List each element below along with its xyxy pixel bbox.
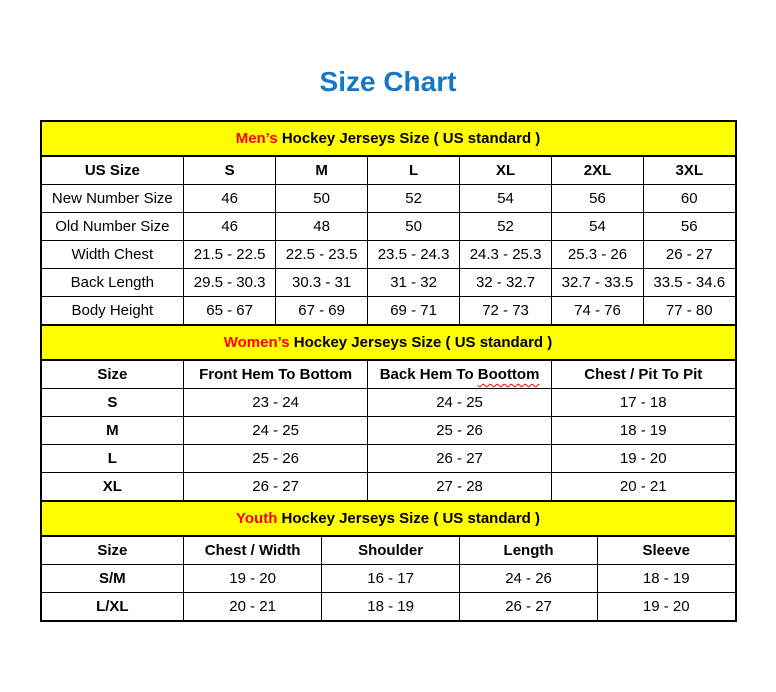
row-label: Width Chest bbox=[41, 241, 184, 269]
size-value-cell: 48 bbox=[276, 213, 368, 241]
page-title: Size Chart bbox=[319, 66, 457, 97]
size-value-cell: 31 - 32 bbox=[368, 269, 460, 297]
table-row bbox=[41, 269, 736, 297]
size-value-cell: 46 bbox=[184, 213, 276, 241]
mens-title-rest: Hockey Jerseys Size ( US standard ) bbox=[277, 130, 541, 147]
size-value-cell: 52 bbox=[368, 185, 460, 213]
size-value-cell: 26 - 27 bbox=[368, 445, 552, 473]
column-header: Chest / Width bbox=[184, 536, 322, 565]
table-row bbox=[41, 565, 736, 593]
womens-title-rest: Hockey Jerseys Size ( US standard ) bbox=[289, 334, 553, 351]
column-header: M bbox=[276, 156, 368, 185]
column-header: Sleeve bbox=[598, 536, 736, 565]
size-value-cell: 69 - 71 bbox=[368, 297, 460, 326]
size-value-cell: 21.5 - 22.5 bbox=[184, 241, 276, 269]
column-header: US Size bbox=[41, 156, 184, 185]
column-header: L bbox=[368, 156, 460, 185]
table-row bbox=[41, 297, 736, 326]
womens-table-body bbox=[41, 389, 736, 502]
column-header: Front Hem To Bottom bbox=[184, 360, 368, 389]
womens-table bbox=[40, 324, 737, 502]
size-value-cell: 19 - 20 bbox=[552, 445, 736, 473]
mens-size-table bbox=[40, 120, 737, 326]
column-header: Chest / Pit To Pit bbox=[552, 360, 736, 389]
size-value-cell: 26 - 27 bbox=[644, 241, 736, 269]
size-value-cell: 46 bbox=[184, 185, 276, 213]
row-label: XL bbox=[41, 473, 184, 502]
youth-title-row bbox=[41, 501, 736, 536]
row-label: New Number Size bbox=[41, 185, 184, 213]
size-value-cell: 16 - 17 bbox=[322, 565, 460, 593]
size-value-cell: 25.3 - 26 bbox=[552, 241, 644, 269]
mens-table bbox=[40, 120, 737, 326]
size-value-cell: 18 - 19 bbox=[598, 565, 736, 593]
row-label: M bbox=[41, 417, 184, 445]
column-header: Size bbox=[41, 360, 184, 389]
size-value-cell: 56 bbox=[552, 185, 644, 213]
womens-table-title bbox=[41, 325, 736, 360]
size-value-cell: 33.5 - 34.6 bbox=[644, 269, 736, 297]
size-value-cell: 32.7 - 33.5 bbox=[552, 269, 644, 297]
size-value-cell: 54 bbox=[460, 185, 552, 213]
column-header: Shoulder bbox=[322, 536, 460, 565]
size-value-cell: 26 - 27 bbox=[460, 593, 598, 622]
youth-header-row bbox=[41, 536, 736, 565]
size-value-cell: 72 - 73 bbox=[460, 297, 552, 326]
size-value-cell: 52 bbox=[460, 213, 552, 241]
table-row bbox=[41, 389, 736, 417]
size-value-cell: 24 - 25 bbox=[368, 389, 552, 417]
size-value-cell: 26 - 27 bbox=[184, 473, 368, 502]
column-header: XL bbox=[460, 156, 552, 185]
table-row bbox=[41, 417, 736, 445]
womens-header-row bbox=[41, 360, 736, 389]
size-value-cell: 22.5 - 23.5 bbox=[276, 241, 368, 269]
table-row bbox=[41, 241, 736, 269]
size-value-cell: 67 - 69 bbox=[276, 297, 368, 326]
size-value-cell: 54 bbox=[552, 213, 644, 241]
column-header: Back Hem To Boottom bbox=[368, 360, 552, 389]
misspelled-word: Boottom bbox=[477, 366, 540, 383]
size-value-cell: 20 - 21 bbox=[552, 473, 736, 502]
womens-title-row bbox=[41, 325, 736, 360]
size-value-cell: 50 bbox=[276, 185, 368, 213]
row-label: L bbox=[41, 445, 184, 473]
column-header: 3XL bbox=[644, 156, 736, 185]
row-label: S/M bbox=[41, 565, 184, 593]
table-row bbox=[41, 473, 736, 502]
size-value-cell: 25 - 26 bbox=[368, 417, 552, 445]
youth-table-title bbox=[41, 501, 736, 536]
youth-size-table bbox=[40, 500, 737, 622]
table-row bbox=[41, 593, 736, 622]
mens-title-highlight: Men’s bbox=[235, 130, 278, 147]
size-chart bbox=[40, 120, 737, 622]
mens-header-row bbox=[41, 156, 736, 185]
size-value-cell: 25 - 26 bbox=[184, 445, 368, 473]
size-value-cell: 56 bbox=[644, 213, 736, 241]
youth-table bbox=[40, 500, 737, 622]
size-value-cell: 17 - 18 bbox=[552, 389, 736, 417]
size-value-cell: 60 bbox=[644, 185, 736, 213]
size-value-cell: 74 - 76 bbox=[552, 297, 644, 326]
size-value-cell: 32 - 32.7 bbox=[460, 269, 552, 297]
womens-title-highlight: Women’s bbox=[223, 334, 290, 351]
size-value-cell: 29.5 - 30.3 bbox=[184, 269, 276, 297]
size-value-cell: 50 bbox=[368, 213, 460, 241]
size-value-cell: 23 - 24 bbox=[184, 389, 368, 417]
row-label: L/XL bbox=[41, 593, 184, 622]
column-header: Length bbox=[460, 536, 598, 565]
row-label: Body Height bbox=[41, 297, 184, 326]
size-value-cell: 19 - 20 bbox=[184, 565, 322, 593]
size-value-cell: 30.3 - 31 bbox=[276, 269, 368, 297]
size-value-cell: 18 - 19 bbox=[322, 593, 460, 622]
size-value-cell: 24 - 25 bbox=[184, 417, 368, 445]
youth-title-highlight: Youth bbox=[236, 510, 278, 527]
column-header: Size bbox=[41, 536, 184, 565]
size-value-cell: 23.5 - 24.3 bbox=[368, 241, 460, 269]
size-value-cell: 24 - 26 bbox=[460, 565, 598, 593]
size-value-cell: 27 - 28 bbox=[368, 473, 552, 502]
table-row bbox=[41, 213, 736, 241]
size-value-cell: 24.3 - 25.3 bbox=[460, 241, 552, 269]
mens-table-title bbox=[41, 121, 736, 156]
table-row bbox=[41, 185, 736, 213]
womens-size-table bbox=[40, 324, 737, 502]
size-value-cell: 77 - 80 bbox=[644, 297, 736, 326]
mens-table-body bbox=[41, 185, 736, 326]
size-value-cell: 20 - 21 bbox=[184, 593, 322, 622]
size-value-cell: 65 - 67 bbox=[184, 297, 276, 326]
column-header: 2XL bbox=[552, 156, 644, 185]
mens-title-row bbox=[41, 121, 736, 156]
row-label: S bbox=[41, 389, 184, 417]
youth-table-body bbox=[41, 565, 736, 622]
row-label: Old Number Size bbox=[41, 213, 184, 241]
table-row bbox=[41, 445, 736, 473]
size-value-cell: 18 - 19 bbox=[552, 417, 736, 445]
row-label: Back Length bbox=[41, 269, 184, 297]
column-header: S bbox=[184, 156, 276, 185]
youth-title-rest: Hockey Jerseys Size ( US standard ) bbox=[277, 510, 540, 527]
size-value-cell: 19 - 20 bbox=[598, 593, 736, 622]
